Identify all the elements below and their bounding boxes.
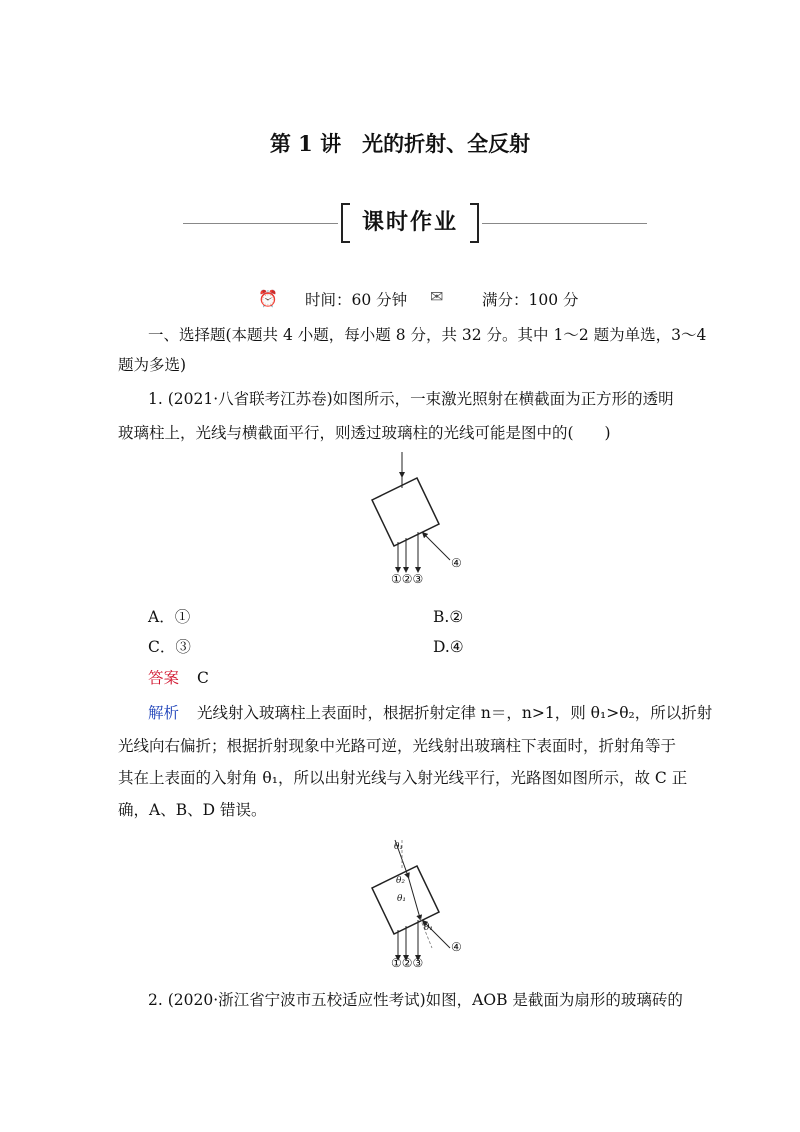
analysis-line-3: 其在上表面的入射角 θ₁，所以出射光线与入射光线平行，光路图如图所示，故 C 正	[118, 769, 688, 787]
paper-icon: ✉	[430, 287, 444, 306]
banner-title: 课时作业	[361, 209, 458, 235]
q2-line-1: 2. (2020·浙江省宁波市五校适应性考试)如图，AOB 是截面为扇形的玻璃砖的	[148, 991, 683, 1009]
full-score: 满分：100 分	[482, 291, 579, 309]
q1-line-2: 玻璃柱上，光线与横截面平行，则透过玻璃柱的光线可能是图中的( )	[118, 424, 611, 442]
analysis-line-1: 光线射入玻璃柱上表面时，根据折射定律 n＝，n>1，则 θ₁>θ₂，所以折射	[197, 704, 713, 722]
q1-solution-label-4: ④	[451, 940, 462, 954]
banner-right-rule	[482, 223, 647, 224]
q1-figure-label-4: ④	[451, 556, 462, 570]
theta-1-mid: θ₁	[397, 894, 407, 904]
q1-line-1: 1. (2021·八省联考江苏卷)如图所示，一束激光照射在横截面为正方形的透明	[148, 390, 674, 408]
option-b: B.②	[433, 608, 464, 626]
answer-value: C	[197, 669, 209, 687]
option-a: A．①	[148, 608, 191, 626]
option-c: C．③	[148, 638, 191, 656]
theta-2: θ₂	[396, 876, 406, 886]
q1-figure-label-123: ①②③	[391, 572, 424, 586]
theta-1-bottom: θ₁	[424, 923, 434, 933]
section-line-2: 题为多选)	[118, 356, 187, 374]
analysis-line-2: 光线向右偏折；根据折射现象中光路可逆，光线射出玻璃柱下表面时，折射角等于	[118, 737, 677, 755]
page-title: 第 1 讲 光的折射、全反射	[269, 131, 531, 156]
section-line-1: 一、选择题(本题共 4 小题，每小题 8 分，共 32 分。其中 1～2 题为单选，3～4	[148, 326, 707, 344]
option-d: D.④	[433, 638, 464, 656]
time-limit: 时间：60 分钟	[305, 291, 408, 309]
banner-left-rule	[183, 223, 338, 224]
analysis-line-4: 确，A、B、D 错误。	[118, 801, 267, 819]
analysis-label: 解析	[148, 704, 180, 722]
q1-solution-label-123: ①②③	[391, 956, 424, 970]
theta-1-top: θ₁	[394, 842, 404, 852]
clock-icon: ⏰	[258, 289, 278, 308]
answer-label: 答案	[148, 669, 180, 687]
